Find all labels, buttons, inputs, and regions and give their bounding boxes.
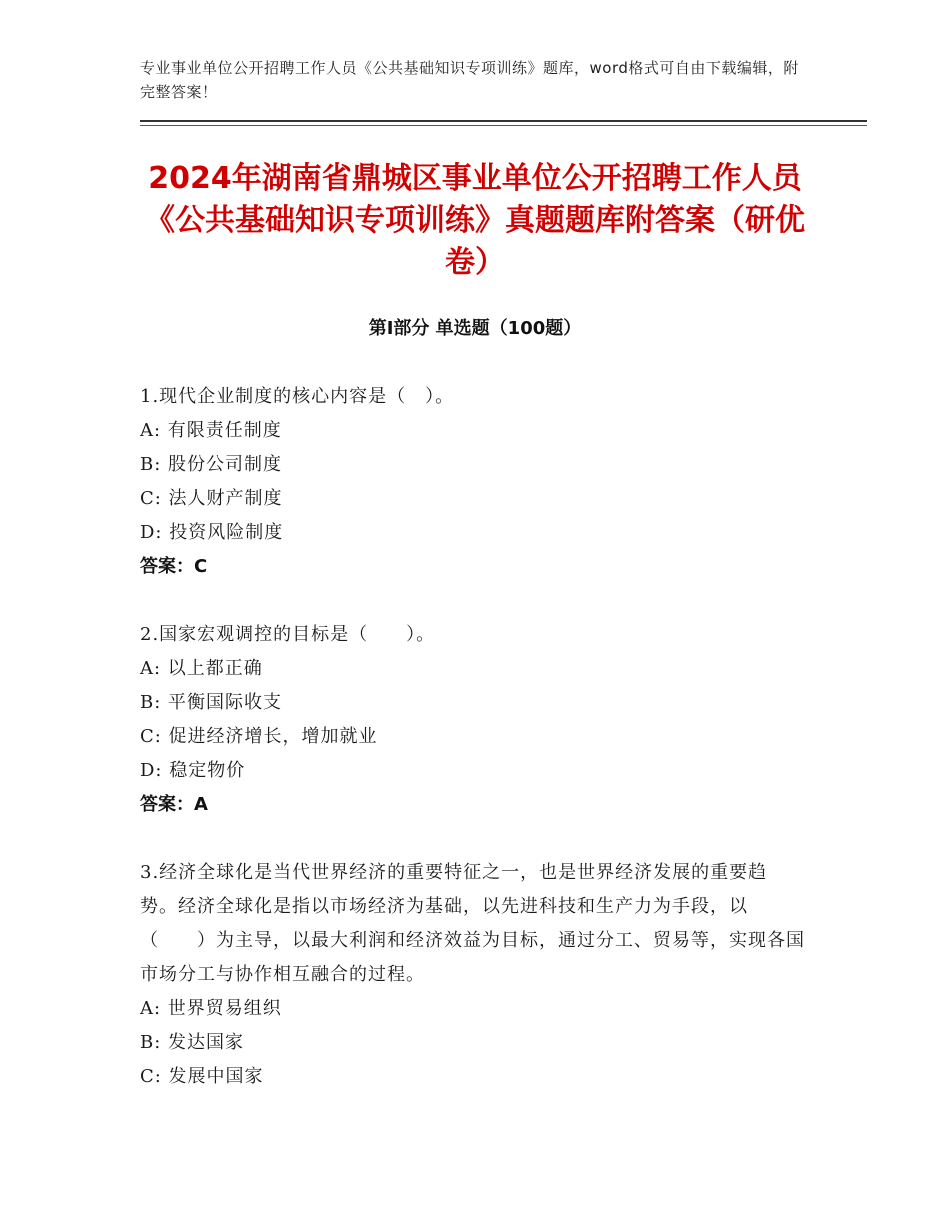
answer: 答案：C — [140, 556, 208, 577]
question-3 — [140, 856, 805, 1094]
question-list — [140, 380, 805, 1128]
option-a: A: 世界贸易组织 — [140, 998, 282, 1019]
option-d: D: 投资风险制度 — [140, 522, 284, 543]
option-d: D: 稳定物价 — [140, 760, 246, 781]
document-title: 2024年湖南省鼎城区事业单位公开招聘工作人员《公共基础知识专项训练》真题题库附答案（研优卷） — [145, 161, 805, 280]
question-stem: 1.现代企业制度的核心内容是（ ）。 — [140, 386, 455, 407]
question-2 — [140, 618, 805, 822]
header-divider-thin — [140, 125, 867, 126]
option-a: A: 有限责任制度 — [140, 420, 282, 441]
option-c: C: 促进经济增长，增加就业 — [140, 726, 378, 747]
answer: 答案：A — [140, 794, 208, 815]
section-heading: 第I部分 单选题（100题） — [368, 318, 582, 339]
header-divider-thick — [140, 120, 867, 122]
option-b: B: 平衡国际收支 — [140, 692, 283, 713]
option-b: B: 股份公司制度 — [140, 454, 283, 475]
option-c: C: 发展中国家 — [140, 1066, 264, 1087]
question-stem: 3.经济全球化是当代世界经济的重要特征之一，也是世界经济发展的重要趋势。经济全球化是指以市场经济为基础，以先进科技和生产力为手段，以（ ）为主导，以最大利润和经济效益为目标，通过分工、贸易等，实现各国市场分工与协作相互融合的过程。 — [140, 862, 805, 985]
question-stem: 2.国家宏观调控的目标是（ ）。 — [140, 624, 436, 645]
option-b: B: 发达国家 — [140, 1032, 245, 1053]
option-a: A: 以上都正确 — [140, 658, 263, 679]
question-1 — [140, 380, 805, 584]
header-note: 专业事业单位公开招聘工作人员《公共基础知识专项训练》题库，word格式可自由下载编辑，附完整答案！ — [140, 59, 799, 101]
option-c: C: 法人财产制度 — [140, 488, 283, 509]
